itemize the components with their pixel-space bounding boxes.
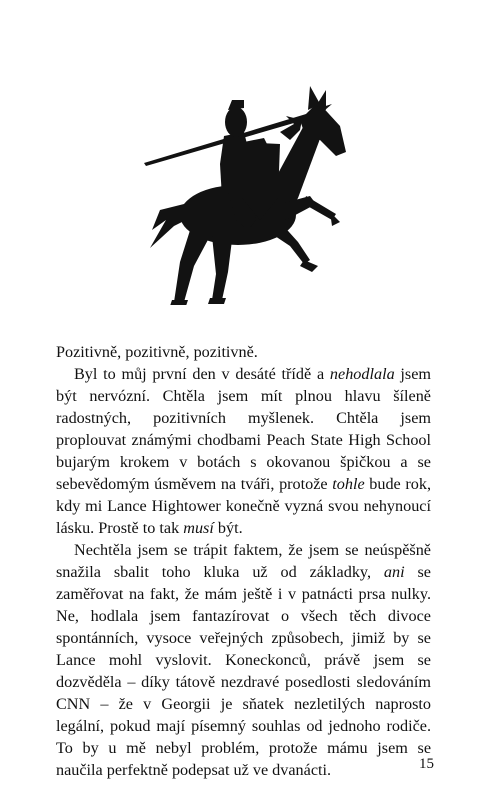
page-number: 15 (419, 756, 434, 772)
text-run: Nechtěla jsem se trápit faktem, že jsem se neúspěšně snažila sbalit toho kluka už od základky, (56, 541, 431, 581)
chapter-emblem (140, 80, 388, 305)
chapter-text (56, 341, 431, 781)
text-run: být. (213, 519, 243, 537)
chapter-number: 1 (371, 246, 388, 279)
text-run: bude rok, kdy mi Lance Hightower konečně vyzná svou nehynoucí lásku. Prostě to tak (56, 475, 432, 537)
text-run: se zaměřovat na fakt, že mám ještě i v patnácti prsa nulky. Ne, hodlala jsem fantazírovat o všech těch divoce spontánních, vysoce veřejných způsobech, jimiž by se Lance mohl vyslovit. Koneckonců, právě jsem se dozvěděla – díky tátově nezdravé posedlosti sledováním CNN – že v Georgii je sňatek nezletilých naprosto legální, pokud mají písemný souhlas od jednoho rodiče. To by u mě nebyl problém, protože mámu jsem se naučila perfektně podepsat už ve dvanácti. (56, 563, 431, 779)
text-run: Byl to můj první den v desáté třídě a (74, 365, 330, 383)
paragraph (56, 539, 431, 781)
paragraph (56, 363, 431, 539)
italic-text: musí (183, 519, 214, 537)
knight-on-horse-silhouette-icon (140, 80, 350, 305)
paragraph (56, 341, 431, 363)
text-run: jsem být nervózní. Chtěla jsem mít plnou hlavu šíleně radostných, pozitivních myšlenek. Chtěla jsem proplouvat známými chodbami Peach State High School bujarým krokem v botách s okovanou špičkou a se sebevědomým úsměvem na tváři, protože (56, 365, 432, 493)
italic-text: ani (383, 563, 405, 581)
italic-text: tohle (332, 475, 365, 493)
text-run: Pozitivně, pozitivně, pozitivně. (56, 343, 258, 361)
italic-text: nehodlala (329, 365, 395, 383)
